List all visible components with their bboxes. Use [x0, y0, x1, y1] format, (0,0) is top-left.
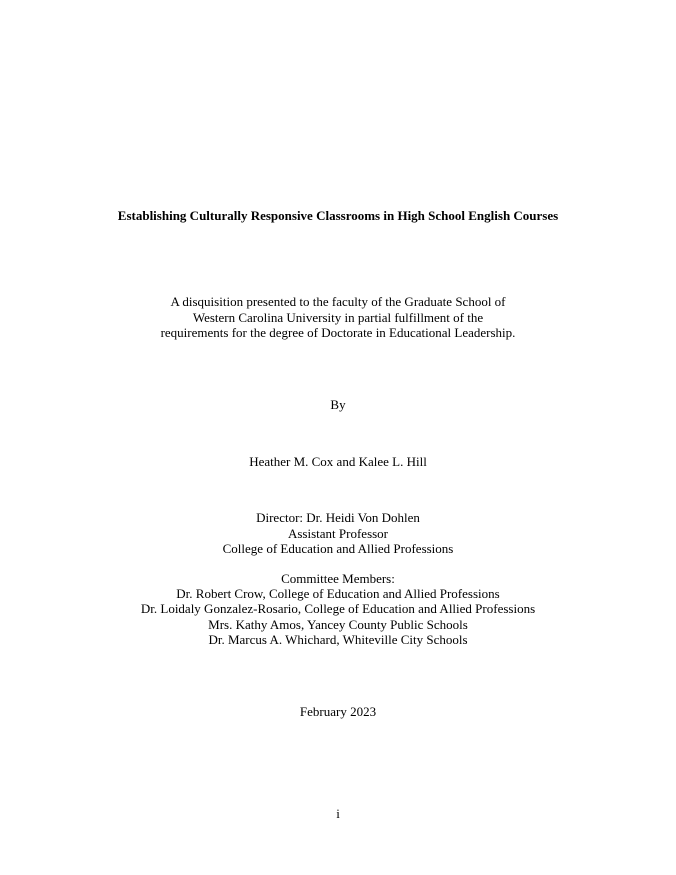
statement-line: Western Carolina University in partial fulfillment of the — [192, 310, 484, 325]
statement-line: A disquisition presented to the faculty of the Graduate School of — [170, 294, 506, 309]
director-college: College of Education and Allied Professions — [222, 541, 454, 556]
committee-member: Dr. Loidaly Gonzalez-Rosario, College of Education and Allied Professions — [140, 601, 536, 616]
document-title: Establishing Culturally Responsive Classrooms in High School English Courses — [117, 208, 559, 223]
director-title: Assistant Professor — [287, 526, 389, 541]
statement-line: requirements for the degree of Doctorate in Educational Leadership. — [160, 325, 516, 340]
committee-member: Dr. Robert Crow, College of Education and Allied Professions — [176, 586, 500, 601]
committee-heading: Committee Members: — [281, 571, 395, 586]
by-label: By — [330, 397, 346, 412]
page-number: i — [336, 806, 340, 821]
committee-member: Mrs. Kathy Amos, Yancey County Public Schools — [208, 617, 468, 632]
submission-date: February 2023 — [299, 704, 377, 719]
committee-member: Dr. Marcus A. Whichard, Whiteville City Schools — [208, 632, 468, 647]
director-line: Director: Dr. Heidi Von Dohlen — [256, 510, 420, 525]
authors: Heather M. Cox and Kalee L. Hill — [249, 454, 427, 469]
